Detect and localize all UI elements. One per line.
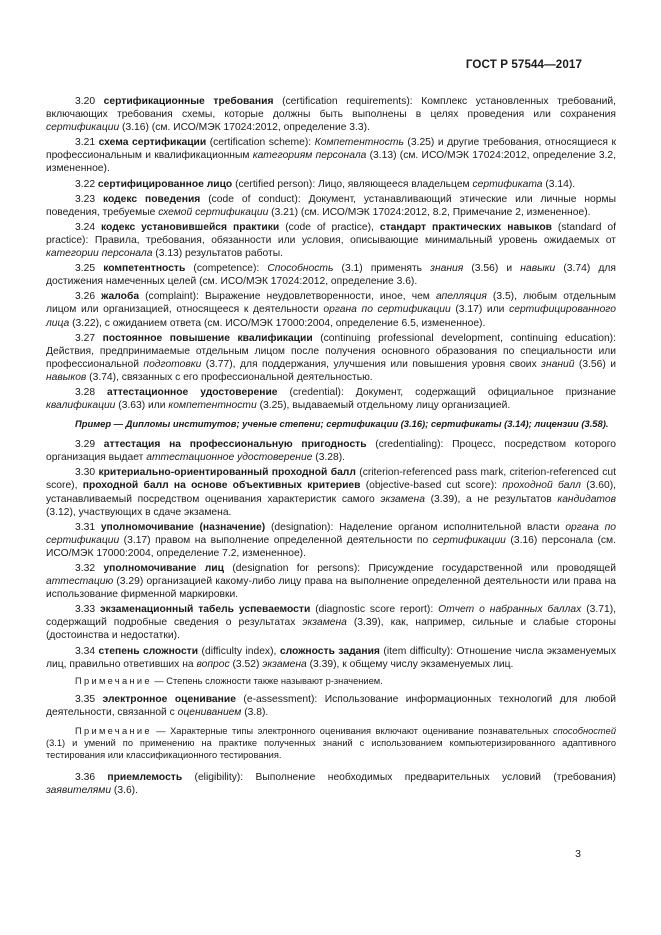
term-entry: 3.33 экзаменационный табель успеваемости (diagnostic score report): Отчет о набранных баллах (3.71), содержащий подробные сведения о результатах экзамена (3.39), как, например, сильные и слабые стороны (достоинства и недостатки). bbox=[46, 604, 616, 642]
term-entry: 3.35 электронное оценивание (e-assessment): Использование информационных технологий для любой деятельности, связанной с оцениванием (3.8). bbox=[46, 693, 616, 718]
term-entry: 3.31 уполномочивание (назначение) (designation): Наделение органом исполнительной власти органа по сертификации (3.17) правом на выполнение определенной деятельности по сертификации (3.16) персонала (см. ИСО/МЭК 17000:2004, определение 7.2, измененное). bbox=[46, 521, 616, 559]
term-entry: 3.30 критериально-ориентированный проходной балл (criterion-referenced pass mark, criterion-referenced cut score), проходной балл на основе объективных критериев (objective-based cut score): проходной балл (3.60), устанавливаемый посредством оценивания характеристик самого экзамена (3.39), а не результатов кандидатов (3.12), участвующих в сдаче экзамена. bbox=[46, 467, 616, 518]
term-entry: 3.27 постоянное повышение квалификации (continuing professional development, continuing education): Действия, предпринимаемые отдельным лицом после получения основного образования по специальности или профессиональной подготовки (3.77), для поддержания, улучшения или повышения уровня своих знаний (3.56) и навыков (3.74), связанных с его профессиональной деятельностью. bbox=[46, 332, 616, 383]
term-entry: 3.26 жалоба (complaint): Выражение неудовлетворенности, иное, чем апелляция (3.5), любым отдельным лицом или организацией, относящееся к деятельности органа по сертификации (3.17) или сертифицированного лица (3.22), с ожиданием ответа (см. ИСО/МЭК 17000:2004, определение 6.5, измененное). bbox=[46, 291, 616, 329]
document-header: ГОСТ Р 57544—2017 bbox=[465, 58, 582, 71]
term-entry: 3.28 аттестационное удостоверение (credential): Документ, содержащий официальное признание квалификации (3.63) или компетентности (3.25), выдаваемый отдельному лицу организацией. bbox=[46, 386, 616, 412]
term-entry: 3.22 сертифицированное лицо (certified person): Лицо, являющееся владельцем сертификата (3.14). bbox=[75, 178, 576, 190]
term-entry: 3.29 аттестация на профессиональную пригодность (credentialing): Процесс, посредством которого организация выдает аттестационное удостоверение (3.28). bbox=[46, 439, 616, 464]
document-body bbox=[46, 95, 616, 799]
term-entry: 3.36 приемлемость (eligibility): Выполнение необходимых предварительных условий (требования) заявителями (3.6). bbox=[46, 771, 616, 797]
term-entry: 3.21 схема сертификации (certification scheme): Компетентность (3.25) и другие требования, относящиеся к профессиональным и квалификационным категориям персонала (3.13) (см. ИСО/МЭК 17024:2012, определение 3.2, измененное). bbox=[46, 137, 617, 175]
page-number: 3 bbox=[575, 848, 581, 860]
term-entry: 3.32 уполномочивание лиц (designation for persons): Присуждение государственной или проводящей аттестацию (3.29) организацией какому-либо лицу права на выполнение определенной деятельности или права на использование фирменной маркировки. bbox=[46, 563, 616, 601]
term-entry: 3.34 степень сложности (difficulty index), сложность задания (item difficulty): Отношение числа экзаменуемых лиц, правильно ответивших на вопрос (3.52) экзамена (3.39), к общему числу экзаменуемых лиц. bbox=[46, 645, 616, 670]
note: Примечание — Степень сложности также называют p-значением. bbox=[75, 675, 383, 686]
example-note: Пример — Дипломы институтов; ученые степени; сертификации (3.16); сертификаты (3.14); лицензии (3.58). bbox=[75, 418, 609, 430]
term-entry: 3.24 кодекс установившейся практики (code of practice), стандарт практических навыков (standard of practice): Правила, требования, обязанности или условия, описывающие минимальный уровень ожидаемых от категории персонала (3.13) результатов работы. bbox=[46, 221, 616, 260]
term-entry: 3.20 сертификационные требования (certification requirements): Комплекс установленных требований, включающих требования схемы, которые должны быть выполнены в целях проведения или сохранения сертификации (3.16) (см. ИСО/МЭК 17024:2012, определение 3.3). bbox=[46, 96, 616, 134]
term-entry: 3.25 компетентность (competence): Способность (3.1) применять знания (3.56) и навыки (3.74) для достижения намеченных целей (см. ИСО/МЭК 17024:2012, определение 3.6). bbox=[46, 263, 616, 288]
term-entry: 3.23 кодекс поведения (code of conduct): Документ, устанавливающий этические или личные нормы поведения, требуемые схемой сертификации (3.21) (см. ИСО/МЭК 17024:2012, 8.2, Примечание 2, измененное). bbox=[46, 193, 616, 218]
note: Примечание — Характерные типы электронного оценивания включают оценивание познавательных способностей (3.1) и умений по применению на практике полученных знаний с использованием компьютеризированного адаптивного тестирования или классификационного тестирования. bbox=[46, 725, 616, 760]
